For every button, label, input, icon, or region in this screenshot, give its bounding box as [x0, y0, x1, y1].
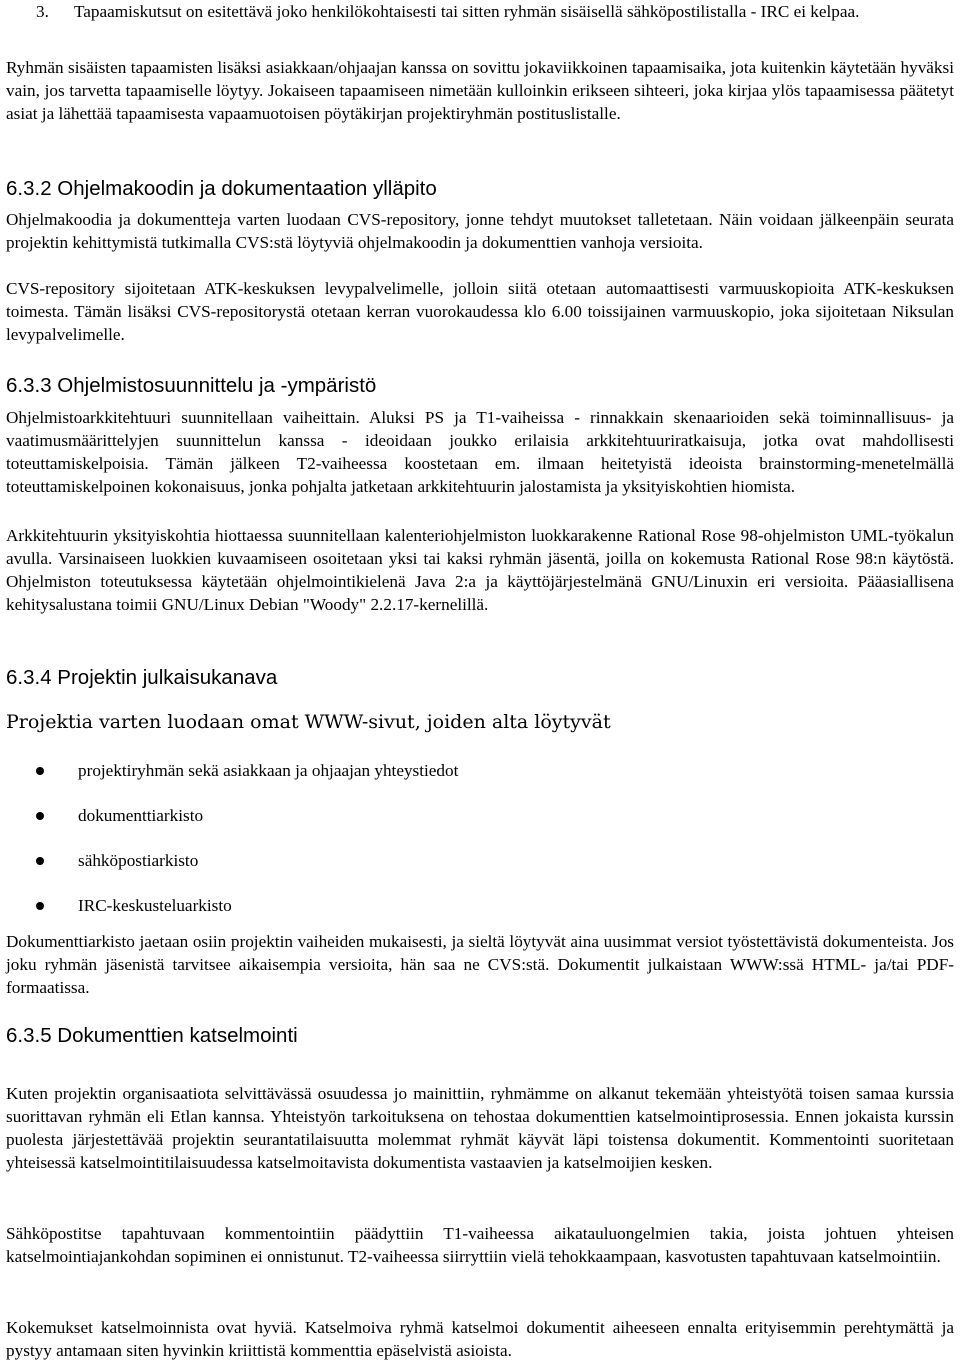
link-list: [6, 759, 954, 939]
section-635-paragraph-1: Kuten projektin organisaatiota selvittävässä osuudessa jo mainittiin, ryhmämme on alkanut tekemään yhteistyötä toisen samaa kurssia suorittavan ryhmän eli Etlan kannsa. Yhteistyön tarkoituksena on tehostaa dokumenttien katselmointiprosessia. Ennen jokaista kurssin puolesta järjestettävää projektin seurantatilaisuutta molemmat ryhmät käyvät läpi toistensa dokumentit. Kommentointi suoritetaan yhteisessä katselmointitilaisuudessa katselmoitavista dokumentista vastaavien ja katselmoijien kesken.: [6, 1084, 954, 1172]
section-635-paragraph-2: Sähköpostitse tapahtuvaan kommentointiin päädyttiin T1-vaiheessa aikatauluongelmien takia, joista johtuen yhteisen katselmointiajankohdan sopiminen ei onnistunut. T2-vaiheessa siirryttiin vielä tehokkaampaan, kasvotusten tapahtuvaan katselmointiin.: [6, 1224, 954, 1266]
list-item: sähköpostiarkisto: [6, 849, 954, 894]
bullet-icon: [36, 767, 44, 775]
section-632-paragraph-1: Ohjelmakoodia ja dokumentteja varten luodaan CVS-repository, jonne tehdyt muutokset talletetaan. Näin voidaan jälkeenpäin seurata projektin kehittymistä tutkimalla CVS:stä löytyviä ohjelmakoodin ja dokumenttien vanhoja versioita.: [6, 210, 954, 252]
section-heading-632: 6.3.2 Ohjelmakoodin ja dokumentaation ylläpito: [6, 177, 437, 200]
list-item: IRC-keskusteluarkisto: [6, 894, 954, 939]
section-heading-635: 6.3.5 Dokumenttien katselmointi: [6, 1024, 298, 1047]
list-item: [2, 0, 954, 23]
section-633-paragraph-2: Arkkitehtuurin yksityiskohtia hiottaessa suunnitellaan kalenteriohjelmiston luokkarakenne Rational Rose 98-ohjelmiston UML-työkalun avulla. Varsinaiseen luokkien kuvaamiseen osoitetaan yksi tai kaksi ryhmän jäsentä, joilla on kokemusta Rational Rose 98:n käytöstä. Ohjelmiston toteutuksessa käytetään ohjelmointikielenä Java 2:a ja käyttöjärjestelmänä GNU/Linuxin eri versioita. Pääasiallisena kehitysalustana toimii GNU/Linux Debian "Woody" 2.2.17-kernelillä.: [6, 526, 954, 614]
list-item: projektiryhmän sekä asiakkaan ja ohjaajan yhteystiedot: [6, 759, 954, 804]
list-item-text: Tapaamiskutsut on esitettävä joko henkilökohtaisesti tai sitten ryhmän sisäisellä sähköpostilistalla - IRC ei kelpaa.: [74, 2, 860, 21]
section-632-paragraph-2: CVS-repository sijoitetaan ATK-keskuksen levypalvelimelle, jolloin siitä otetaan automaattisesti varmuuskopioita ATK-keskuksen toimesta. Tämän lisäksi CVS-repositorystä otetaan kerran vuorokaudessa klo 6.00 toissijainen varmuuskopio, joka sijoitetaan Niksulan levypalvelimelle.: [6, 279, 954, 344]
intro-paragraph: Ryhmän sisäisten tapaamisten lisäksi asiakkaan/ohjaajan kanssa on sovittu jokaviikkoinen tapaamisaika, jota kuitenkin käytetään hyväksi vain, jos tarvetta tapaamiselle löytyy. Jokaiseen tapaamiseen nimetään kulloinkin erikseen sihteeri, joka kirjaa ylös tapaamisessa päätetyt asiat ja lähettää tapaamisesta vapaamuotoisen pöytäkirjan projektiryhmän postituslistalle.: [6, 58, 954, 123]
bullet-icon: [36, 857, 44, 865]
section-heading-634: 6.3.4 Projektin julkaisukanava: [6, 666, 278, 689]
section-633-paragraph-1: Ohjelmistoarkkitehtuuri suunnitellaan vaiheittain. Aluksi PS ja T1-vaiheissa - rinnakkain skenaarioiden sekä toiminnallisuus- ja vaatimusmäärittelyjen suunnittelun kanssa - ideoidaan joukko erilaisia arkkitehtuuriratkaisuja, jotka ovat mahdollisesti toteuttamiskelpoisia. Tämän jälkeen T2-vaiheessa koostetaan em. ilmaan heitetyistä ideoista brainstorming-menetelmällä toteuttamiskelpoinen kokonaisuus, jonka pohjalta jatketaan arkkitehtuurin jalostamista ja yksityiskohtien hiomista.: [6, 408, 954, 496]
list-number: 3.: [36, 2, 49, 21]
bullet-icon: [36, 812, 44, 820]
section-634-paragraph-1: Dokumenttiarkisto jaetaan osiin projektin vaiheiden mukaisesti, ja sieltä löytyvät aina uusimmat versiot työstettävistä dokumenteista. Jos joku ryhmän jäsenistä tarvitsee aikaisempia versioita, hän saa ne CVS:stä. Dokumentit julkaistaan WWW:ssä HTML- ja/tai PDF-formaatissa.: [6, 932, 954, 997]
list-item: dokumenttiarkisto: [6, 804, 954, 849]
section-634-lead: Projektia varten luodaan omat WWW-sivut, joiden alta löytyvät: [6, 711, 611, 733]
section-heading-633: 6.3.3 Ohjelmistosuunnittelu ja -ympäristö: [6, 374, 377, 397]
section-635-paragraph-3: Kokemukset katselmoinnista ovat hyviä. Katselmoiva ryhmä katselmoi dokumentit aiheeseen ennalta erityisemmin perehtymättä ja pystyy antamaan siten hyvinkin kriittistä kommenttia epäselvistä asioista.: [6, 1318, 954, 1360]
bullet-icon: [36, 902, 44, 910]
